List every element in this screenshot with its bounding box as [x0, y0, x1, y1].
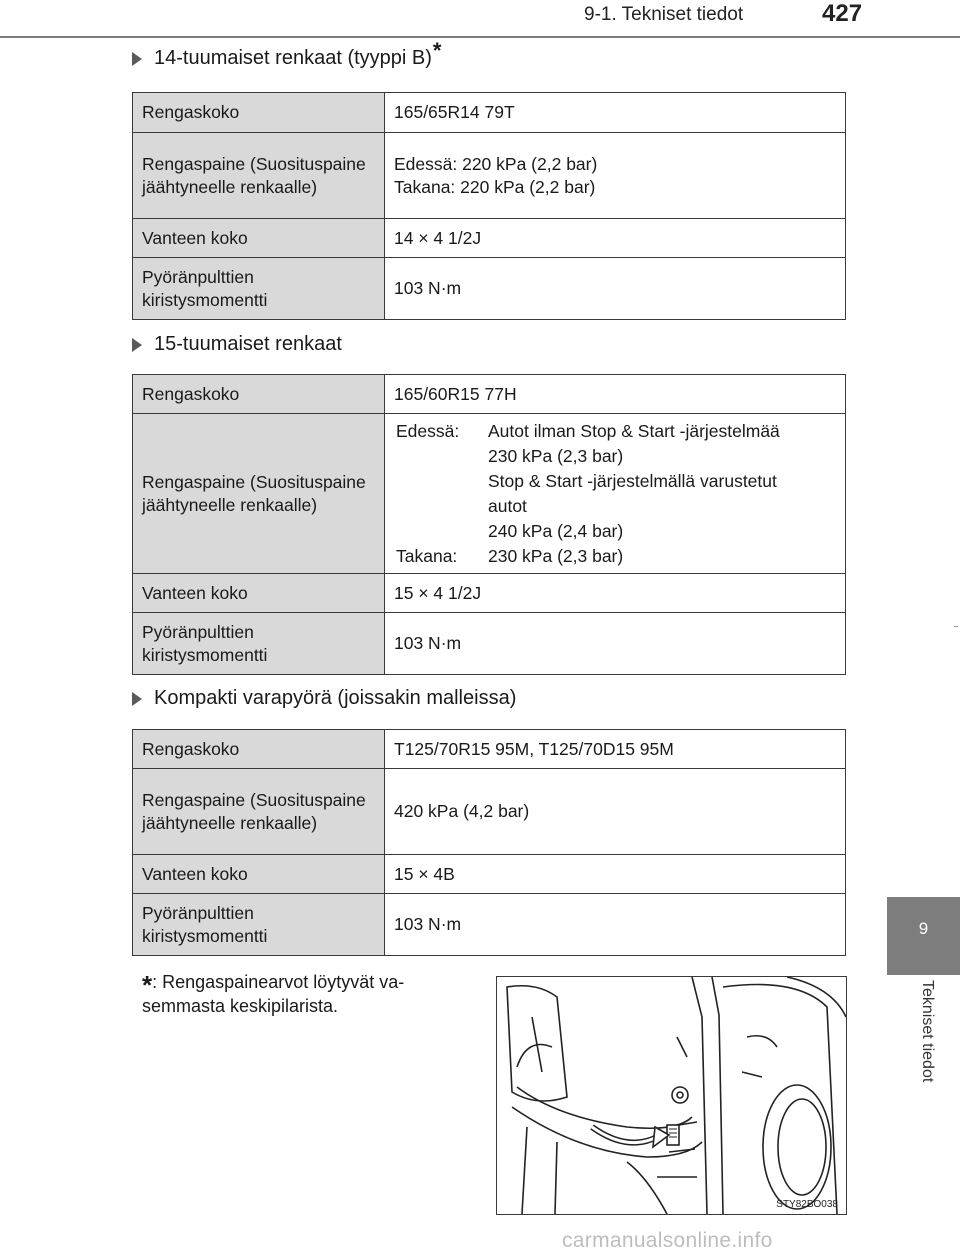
header-divider	[0, 36, 960, 38]
front-line: 240 kPa (2,4 bar)	[488, 520, 624, 541]
table-row	[133, 133, 846, 219]
row-value	[385, 414, 846, 574]
value-line: Edessä: 220 kPa (2,2 bar)	[394, 153, 598, 174]
footnote-text: : Rengaspainearvot löytyvät va- semmasta keskipilarista.	[142, 972, 405, 1016]
row-label: Rengaspaine (Suosituspaine jäähtyneelle renkaalle)	[133, 769, 385, 855]
pressure-detail	[394, 418, 782, 570]
row-label: Vanteen koko	[133, 574, 385, 613]
row-label: Pyöränpulttien kiristysmomentti	[133, 613, 385, 675]
row-value: 103 N·m	[385, 258, 846, 320]
row-value: T125/70R15 95M, T125/70D15 95M	[385, 730, 846, 769]
section-title: 9-1. Tekniset tiedot	[584, 4, 744, 25]
section-heading-15in	[132, 333, 342, 356]
car-door-line-drawing	[497, 977, 846, 1214]
table-row	[133, 219, 846, 258]
front-line: 230 kPa (2,3 bar)	[488, 445, 624, 466]
rear-label: Takana:	[396, 545, 458, 566]
chapter-tab[interactable]	[887, 897, 960, 975]
chapter-number: 9	[918, 919, 929, 938]
footnote	[142, 967, 476, 1018]
triangle-bullet-icon	[132, 692, 142, 706]
row-value	[385, 133, 846, 219]
row-label: Pyöränpulttien kiristysmomentti	[133, 258, 385, 320]
table-row	[133, 730, 846, 769]
row-value: 103 N·m	[385, 613, 846, 675]
row-label: Rengaspaine (Suosituspaine jäähtyneelle renkaalle)	[133, 133, 385, 219]
watermark: carmanualsonline.info	[562, 1229, 773, 1252]
row-value: 420 kPa (4,2 bar)	[385, 769, 846, 855]
heading-text: 15-tuumaiset renkaat	[154, 333, 342, 355]
front-line: Autot ilman Stop & Start -järjestelmää	[488, 420, 780, 441]
triangle-bullet-icon	[132, 338, 142, 352]
edge-mark	[954, 626, 958, 627]
row-label: Rengaskoko	[133, 93, 385, 133]
table-row	[133, 769, 846, 855]
spec-table-15in	[132, 374, 846, 675]
row-label: Rengaspaine (Suosituspaine jäähtyneelle renkaalle)	[133, 414, 385, 574]
row-value: 165/60R15 77H	[385, 375, 846, 414]
door-pillar-illustration	[496, 976, 847, 1215]
spec-table-14in	[132, 92, 846, 320]
page-number: 427	[822, 0, 863, 27]
front-label: Edessä:	[396, 420, 460, 441]
row-label: Pyöränpulttien kiristysmomentti	[133, 894, 385, 956]
chapter-label-text: Tekniset tiedot	[919, 980, 936, 1083]
spec-table-spare	[132, 729, 846, 956]
row-label: Vanteen koko	[133, 219, 385, 258]
row-label: Rengaskoko	[133, 730, 385, 769]
figure-code: STY82BO038	[776, 1199, 838, 1210]
row-value: 15 × 4 1/2J	[385, 574, 846, 613]
section-heading-14in	[132, 38, 442, 73]
section-heading-spare	[132, 687, 516, 710]
value-line: Takana: 220 kPa (2,2 bar)	[394, 176, 596, 197]
row-label: Rengaskoko	[133, 375, 385, 414]
triangle-bullet-icon	[132, 52, 142, 66]
footnote-star: *	[142, 970, 153, 1000]
heading-text: Kompakti varapyörä (joissakin malleissa)	[154, 687, 517, 709]
front-line: autot	[488, 495, 527, 516]
chapter-label	[917, 980, 937, 1120]
table-row	[133, 414, 846, 574]
table-row	[133, 894, 846, 956]
table-row	[133, 258, 846, 320]
heading-text: 14-tuumaiset renkaat (tyyppi B)	[154, 47, 432, 69]
front-line: Stop & Start -järjestelmällä varustetut	[488, 470, 777, 491]
rear-value: 230 kPa (2,3 bar)	[488, 545, 624, 566]
row-value: 15 × 4B	[385, 855, 846, 894]
row-value: 14 × 4 1/2J	[385, 219, 846, 258]
footnote-marker: *	[432, 38, 442, 63]
row-label: Vanteen koko	[133, 855, 385, 894]
table-row	[133, 375, 846, 414]
row-value: 103 N·m	[385, 894, 846, 956]
table-row	[133, 93, 846, 133]
row-value: 165/65R14 79T	[385, 93, 846, 133]
table-row	[133, 574, 846, 613]
table-row	[133, 855, 846, 894]
table-row	[133, 613, 846, 675]
